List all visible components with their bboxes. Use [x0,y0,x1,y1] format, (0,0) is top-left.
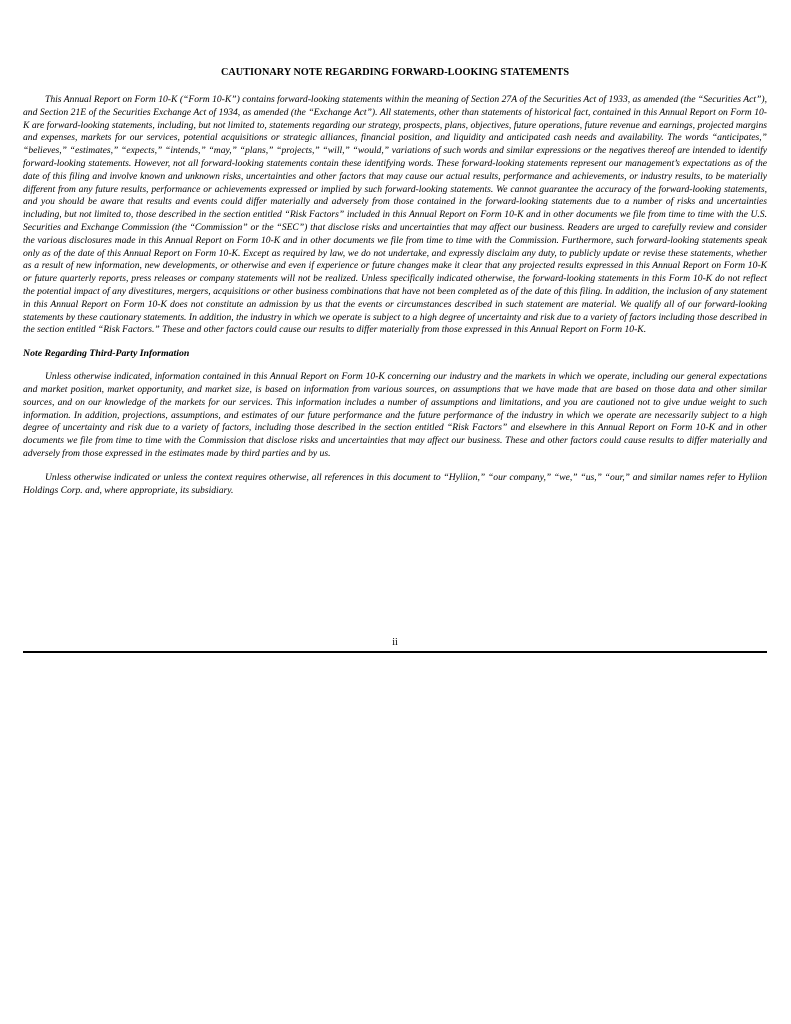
third-party-paragraph: Unless otherwise indicated, information contained in this Annual Report on Form 10-K concerning our industry and the markets in which we operate, including our general expectations and market position, market opportunity, and market size, is based on information from various sources, on assumptions that we have made that are based on those data and other similar sources, and on our knowledge of the markets for our services. This information includes a number of assumptions and limitations, and you are cautioned not to give undue weight to such information. In addition, projections, assumptions, and estimates of our future performance and the future performance of the industry in which we operate are necessarily subject to a high degree of uncertainty and risk due to a variety of factors, including those described in the section entitled “Risk Factors” and elsewhere in this Annual Report on Form 10-K and in other documents we file from time to time with the Commission that disclose risks and uncertainties that may affect our business. These and other factors could cause results to differ materially and adversely from those expressed in the estimates made by third parties and by us. [23,371,767,459]
document-page [23,66,767,497]
paragraph-gap [23,461,767,472]
page-footer [23,637,767,653]
page-title: CAUTIONARY NOTE REGARDING FORWARD-LOOKING STATEMENTS [220,67,570,78]
third-party-subheading: Note Regarding Third-Party Information [23,348,190,360]
references-paragraph: Unless otherwise indicated or unless the context requires otherwise, all references in this document to “Hyliion,” “our company,” “we,” “us,” “our,” and similar names refer to Hyliion Holdings Corp. and, where appropriate, its subsidiary. [23,471,767,496]
page-number: ii [392,637,398,648]
forward-looking-paragraph: This Annual Report on Form 10-K (“Form 10-K”) contains forward-looking statements within the meaning of Section 27A of the Securities Act of 1933, as amended (the “Securities Act”), and Section 21E of the Securities Exchange Act of 1934, as amended (the “Exchange Act”). All statements, other than statements of historical fact, contained in this Annual Report on Form 10-K are forward-looking statements, including, but not limited to, statements regarding our strategy, prospects, plans, objectives, future operations, future revenue and earnings, projected margins and expenses, markets for our services, potential acquisitions or strategic alliances, financial position, and liquidity and anticipated cash needs and availability. The words “anticipates,” “believes,” “estimates,” “expects,” “intends,” “may,” “plans,” “projects,” “will,” “would,” variations of such words and similar expressions or the negatives thereof are intended to identify forward-looking statements. However, not all forward-looking statements contain these identifying words. These forward-looking statements represent our management’s expectations as of the date of this filing and involve known and unknown risks, uncertainties and other factors that may cause our actual results, performance and achievements, or industry results, to be materially different from any future results, performance or achievements expressed or implied by such forward-looking statements. We cannot guarantee the accuracy of the forward-looking statements, and you should be aware that results and events could differ materially and adversely from those contained in the forward-looking statements due to a number of risks and uncertainties including, but not limited to, those described in the section entitled “Risk Factors” included in this Annual Report on Form 10-K and in other documents we file from time to time with the U.S. Securities and Exchange Commission (the “Commission” or the “SEC”) that disclose risks and uncertainties that may affect our business. Readers are urged to carefully review and consider the various disclosures made in this Annual Report on Form 10-K and in other documents we file from time to time with the Commission. Furthermore, such forward-looking statements speak only as of the date of this Annual Report on Form 10-K. Except as required by law, we do not undertake, and expressly disclaim any duty, to publicly update or revise these statements, whether as a result of new information, new developments, or otherwise and even if experience or future changes make it clear that any projected results expressed in this Annual Report on Form 10-K or future quarterly reports, press releases or company statements will not be realized. Unless specifically indicated otherwise, the forward-looking statements in this Form 10-K do not reflect the potential impact of any divestitures, mergers, acquisitions or other business combinations that have not been completed as of the date of this filing. In addition, the inclusion of any statement in this Annual Report on Form 10-K does not constitute an admission by us that the events or circumstances described in such statement are material. We qualify all of our forward-looking statements by these cautionary statements. In addition, the industry in which we operate is subject to a high degree of uncertainty and risk due to a variety of factors including those described in the section entitled “Risk Factors.” These and other factors could cause our results to differ materially from those expressed in this Annual Report on Form 10-K. [23,94,767,336]
footer-divider [23,651,767,653]
